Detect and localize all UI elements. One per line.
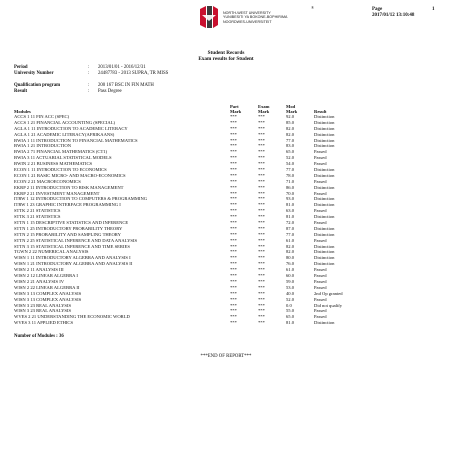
part-mark-cell: *** (230, 320, 237, 326)
exam-mark-cell: *** (258, 284, 265, 290)
result-cell: Distinction (314, 119, 335, 125)
part-mark-cell: *** (230, 220, 237, 226)
part-mark-cell: *** (230, 243, 237, 249)
part-mark-cell: *** (230, 208, 237, 214)
module-cell: WVES 2 21 UNDERSTANDING THE ECONOMIC WORLD (14, 314, 130, 320)
result-cell: Passed (314, 220, 327, 226)
part-mark-cell: *** (230, 261, 237, 267)
col-part-bottom: Mark (230, 109, 242, 114)
module-cell: WISN 3 13 COMPLEX ANALYSIS (14, 290, 82, 296)
report-title: Student Records (207, 50, 245, 56)
exam-mark-cell: *** (258, 155, 265, 161)
report-datetime: 2017/01/12 13:10:48 (372, 13, 415, 18)
mod-mark-cell: 63.0 (286, 208, 295, 214)
module-cell: EKRP 2 21 INVESTMENT MANAGEMENT (14, 190, 100, 196)
col-mod-bottom: Mark (286, 109, 298, 114)
colon: : (88, 65, 90, 70)
result-cell: Distinction (314, 320, 335, 326)
result-cell: Distinction (314, 114, 335, 119)
result-cell: Distinction (314, 261, 335, 267)
module-cell: ITRW 1 23 GRAPHIC INTERFACE PROGRAMMING I (14, 202, 121, 208)
exam-mark-cell: *** (258, 214, 265, 220)
mod-mark-cell: 77.0 (286, 231, 295, 237)
col-mod-mark (286, 104, 314, 114)
module-cell: STTK 2 21 STATISTICS (14, 208, 61, 214)
mod-mark-cell: 52.0 (286, 296, 295, 302)
exam-mark-cell: *** (258, 267, 265, 273)
module-cell: BWIA 1 21 INTRODUCTION (14, 143, 72, 149)
module-cell: TGWN 2 22 NUMERICAL ANALYSIS (14, 249, 89, 255)
exam-mark-cell: *** (258, 190, 265, 196)
end-of-report: ***END OF REPORT*** (200, 354, 252, 359)
exam-mark-cell: *** (258, 225, 265, 231)
university-logo (198, 5, 340, 35)
part-mark-cell: *** (230, 125, 237, 131)
university-name-line: YUNIBESITI YA BOKONE-BOPHIRIMA (223, 15, 288, 20)
result-cell: Distinction (314, 137, 335, 143)
part-mark-cell: *** (230, 167, 237, 173)
module-cell: WISN 3 23 REAL ANALYSIS (14, 302, 72, 308)
mod-mark-cell: 87.0 (286, 225, 295, 231)
university-number-label: University Number (14, 71, 54, 76)
exam-mark-cell: *** (258, 296, 265, 302)
module-cell: WISN 3 23 REAL ANALYSIS (14, 308, 72, 314)
university-number-value: 24487783 - 2013 SUPRA, TR MISS (98, 71, 169, 76)
part-mark-cell: *** (230, 131, 237, 137)
mod-mark-cell: 65.0 (286, 314, 295, 320)
mod-mark-cell: 61.0 (286, 237, 295, 243)
mod-mark-cell: 0.0 (286, 302, 292, 308)
result-cell: Passed (314, 149, 327, 155)
col-result: Result (314, 109, 327, 114)
part-mark-cell: *** (230, 273, 237, 279)
module-cell: BWIN 2 21 BUSINESS MATHEMATICS (14, 161, 93, 167)
result-cell: Passed (314, 208, 327, 214)
mod-mark-cell: 80.0 (286, 255, 295, 261)
result-cell: Distinction (314, 143, 335, 149)
student-meta (14, 65, 168, 95)
result-cell: Passed (314, 178, 327, 184)
module-cell: WISN 1 11 INTRODUCTORY ALGEBRA AND ANALYSIS I (14, 255, 131, 261)
university-number-row (14, 71, 168, 77)
exam-mark-cell: *** (258, 208, 265, 214)
mod-mark-cell: 86.0 (286, 184, 295, 190)
mod-mark-cell: 72.0 (286, 220, 295, 226)
exam-mark-cell: *** (258, 172, 265, 178)
result-cell: Distinction (314, 184, 335, 190)
exam-mark-cell: *** (258, 273, 265, 279)
exam-mark-cell: *** (258, 320, 265, 326)
result-cell: Passed (314, 273, 327, 279)
module-cell: WISN 2 11 ANALYSIS III (14, 267, 64, 273)
mod-mark-cell: 76.0 (286, 261, 295, 267)
module-cell: WISN 1 21 INTRODUCTORY ALGEBRA AND ANALYSIS II (14, 261, 133, 267)
part-mark-cell: *** (230, 119, 237, 125)
part-mark-cell: *** (230, 290, 237, 296)
mod-mark-cell: 40.0 (286, 290, 295, 296)
part-mark-cell: *** (230, 284, 237, 290)
mod-mark-cell: 83.0 (286, 143, 295, 149)
module-cell: WISN 2 22 LINEAR ALGEBRA II (14, 284, 80, 290)
mod-mark-cell: 77.0 (286, 167, 295, 173)
mod-mark-cell: 81.0 (286, 214, 295, 220)
mod-mark-cell: 71.0 (286, 178, 295, 184)
mod-mark-cell: 55.0 (286, 308, 295, 314)
exam-mark-cell: *** (258, 149, 265, 155)
part-mark-cell: *** (230, 314, 237, 320)
part-mark-cell: *** (230, 178, 237, 184)
col-mod-top: Mod (286, 104, 296, 109)
exam-mark-cell: *** (258, 302, 265, 308)
colon: : (88, 83, 90, 88)
mod-mark-cell: 53.0 (286, 284, 295, 290)
result-cell: Distinction (314, 167, 335, 173)
mod-mark-cell: 65.0 (286, 149, 295, 155)
part-mark-cell: *** (230, 308, 237, 314)
module-cell: STTN 1 15 DESCRIPTIVE STATISTICS AND INFERENCE (14, 220, 129, 226)
module-cell: ITRW 1 12 INTRODUCTION TO COMPUTERS & PROGRAMMING (14, 196, 148, 202)
col-exam-top: Exam (258, 104, 270, 109)
exam-mark-cell: *** (258, 237, 265, 243)
exam-mark-cell: *** (258, 255, 265, 261)
result-row (14, 89, 168, 95)
module-cell: STTN 3 15 STATISTICAL INFERENCE AND TIME SERIES (14, 243, 130, 249)
module-cell: STTK 3 21 STATISTICS (14, 214, 61, 220)
part-mark-cell: *** (230, 172, 237, 178)
page-info: Page 1 2017/01/12 13:10:48 (372, 7, 435, 18)
result-value: Pass Degree (98, 89, 122, 94)
exam-mark-cell: *** (258, 202, 265, 208)
col-modules: Modules (14, 109, 31, 114)
mod-mark-cell: 70.0 (286, 190, 295, 196)
exam-mark-cell: *** (258, 278, 265, 284)
result-cell: Distinction (314, 131, 335, 137)
part-mark-cell: *** (230, 155, 237, 161)
result-cell: Distinction (314, 243, 335, 249)
result-cell: Passed (314, 161, 327, 167)
mod-mark-cell: 81.0 (286, 202, 295, 208)
university-name-line: NOORDWES-UNIVERSITEIT (223, 19, 272, 24)
exam-mark-cell: *** (258, 196, 265, 202)
result-cell: Passed (314, 267, 327, 273)
module-cell: WISN 3 13 COMPLEX ANALYSIS (14, 296, 82, 302)
module-cell: WISN 2 21 ANALYSIS IV (14, 278, 65, 284)
mod-mark-cell: 85.0 (286, 119, 295, 125)
result-cell: Distinction (314, 196, 335, 202)
result-cell: Passed (314, 308, 327, 314)
part-mark-cell: *** (230, 137, 237, 143)
result-cell: 2nd Op granted (314, 290, 343, 296)
part-mark-cell: *** (230, 255, 237, 261)
result-cell: Distinction (314, 249, 335, 255)
result-cell: Distinction (314, 172, 335, 178)
part-mark-cell: *** (230, 184, 237, 190)
qualification-value: 200 167 BSC IN FIN MATH (98, 83, 154, 88)
col-exam-mark (258, 104, 286, 114)
result-cell: Passed (314, 155, 327, 161)
exam-mark-cell: *** (258, 137, 265, 143)
mod-mark-cell: 61.0 (286, 267, 295, 273)
table-row (14, 320, 434, 326)
part-mark-cell: *** (230, 114, 237, 119)
registered-mark: ® (311, 5, 315, 10)
mod-mark-cell: 77.0 (286, 137, 295, 143)
exam-mark-cell: *** (258, 125, 265, 131)
module-cell: BWIA 2 71 FINANCIAL MATHEMATICS (CT1) (14, 149, 108, 155)
result-cell: Distinction (314, 255, 335, 261)
exam-mark-cell: *** (258, 178, 265, 184)
exam-mark-cell: *** (258, 261, 265, 267)
exam-mark-cell: *** (258, 231, 265, 237)
exam-mark-cell: *** (258, 167, 265, 173)
result-label: Result (14, 89, 28, 94)
qualification-label: Qualification program (14, 83, 61, 88)
col-part-top: Part (230, 104, 239, 109)
colon: : (88, 71, 90, 76)
result-cell: Distinction (314, 202, 335, 208)
exam-mark-cell: *** (258, 290, 265, 296)
part-mark-cell: *** (230, 237, 237, 243)
result-cell: Passed (314, 190, 327, 196)
col-part-mark (230, 104, 258, 114)
module-cell: WVES 3 11 APPLIED ETHICS (14, 320, 74, 326)
result-cell: Passed (314, 237, 327, 243)
result-cell: Distinction (314, 231, 335, 237)
report-subtitle: Exam results for Student (198, 56, 254, 63)
colon: : (88, 89, 90, 94)
report-titles (0, 50, 452, 63)
exam-mark-cell: *** (258, 161, 265, 167)
part-mark-cell: *** (230, 302, 237, 308)
module-cell: BWIA 3 11 ACTUARIAL STATISTICAL MODELS (14, 155, 112, 161)
result-cell: Passed (314, 284, 327, 290)
result-cell: Passed (314, 278, 327, 284)
table-header (14, 101, 434, 114)
mod-mark-cell: 82.0 (286, 243, 295, 249)
module-cell: ECON 1 21 BASIC MICRO- AND MACRO-ECONOMICS (14, 172, 126, 178)
period-label: Period (14, 65, 28, 70)
result-cell: Distinction (314, 225, 335, 231)
university-crest-icon (198, 5, 220, 31)
part-mark-cell: *** (230, 149, 237, 155)
mod-mark-cell: 82.0 (286, 249, 295, 255)
mod-mark-cell: 78.0 (286, 172, 295, 178)
mod-mark-cell: 82.0 (286, 125, 295, 131)
result-cell: Passed (314, 296, 327, 302)
exam-mark-cell: *** (258, 184, 265, 190)
module-cell: STTN 2 25 STATISTICAL INFERENCE AND DATA ANALYSIS (14, 237, 138, 243)
module-cell: WISN 2 12 LINEAR ALGEBRA I (14, 273, 78, 279)
module-cell: ECON 1 11 INTRODUCTION TO ECONOMICS (14, 167, 107, 173)
part-mark-cell: *** (230, 225, 237, 231)
module-cell: ECON 2 21 MACROECONOMICS (14, 178, 81, 184)
result-cell: Passed (314, 314, 327, 320)
part-mark-cell: *** (230, 202, 237, 208)
module-cell: EKRP 2 11 INTRODUCTION TO RISK MANAGEMENT (14, 184, 124, 190)
part-mark-cell: *** (230, 231, 237, 237)
module-count: Number of Modules : 36 (14, 334, 64, 339)
mod-mark-cell: 93.0 (286, 196, 295, 202)
module-cell: ACCS 1 11 FIN ACC (SPEC) (14, 114, 70, 119)
part-mark-cell: *** (230, 278, 237, 284)
mod-mark-cell: 92.0 (286, 114, 295, 119)
result-cell: Distinction (314, 125, 335, 131)
part-mark-cell: *** (230, 161, 237, 167)
exam-mark-cell: *** (258, 314, 265, 320)
mod-mark-cell: 59.0 (286, 278, 295, 284)
table-body (14, 114, 434, 326)
module-cell: BWIA 1 11 INTRODUCTION TO FINANCIAL MATHEMATICS (14, 137, 138, 143)
exam-mark-cell: *** (258, 249, 265, 255)
part-mark-cell: *** (230, 214, 237, 220)
module-cell: STTN 1 25 INTRODUCTORY PROBABILITY THEORY (14, 225, 123, 231)
results-table (14, 101, 434, 326)
col-exam-bottom: Mark (258, 109, 270, 114)
result-cell: Distinction (314, 214, 335, 220)
mod-mark-cell: 52.0 (286, 155, 295, 161)
mod-mark-cell: 54.0 (286, 161, 295, 167)
mod-mark-cell: 81.0 (286, 320, 295, 326)
exam-mark-cell: *** (258, 143, 265, 149)
mod-mark-cell: 60.0 (286, 273, 295, 279)
exam-mark-cell: *** (258, 243, 265, 249)
result-cell: Did not qualify (314, 302, 343, 308)
part-mark-cell: *** (230, 196, 237, 202)
module-cell: STTN 2 15 PROBABILITY AND SAMPLING THEORY (14, 231, 121, 237)
exam-mark-cell: *** (258, 308, 265, 314)
exam-mark-cell: *** (258, 131, 265, 137)
period-value: 2013/01/01 - 2016/12/31 (98, 65, 146, 70)
mod-mark-cell: 82.0 (286, 131, 295, 137)
part-mark-cell: *** (230, 190, 237, 196)
part-mark-cell: *** (230, 296, 237, 302)
part-mark-cell: *** (230, 249, 237, 255)
part-mark-cell: *** (230, 267, 237, 273)
module-cell: AGLA 1 21 ACADEMIC LITERACY(AFRIKAANS) (14, 131, 115, 137)
exam-mark-cell: *** (258, 220, 265, 226)
exam-mark-cell: *** (258, 119, 265, 125)
module-cell: ACCS 1 21 FINANCIAL ACCOUNTING (SPECIAL) (14, 119, 116, 125)
page-label: Page (372, 7, 383, 12)
exam-mark-cell: *** (258, 114, 265, 119)
part-mark-cell: *** (230, 143, 237, 149)
university-name-line: NORTH-WEST UNIVERSITY (223, 11, 271, 15)
module-cell: AGLA 1 11 INTRODUCTION TO ACADEMIC LITERACY (14, 125, 128, 131)
